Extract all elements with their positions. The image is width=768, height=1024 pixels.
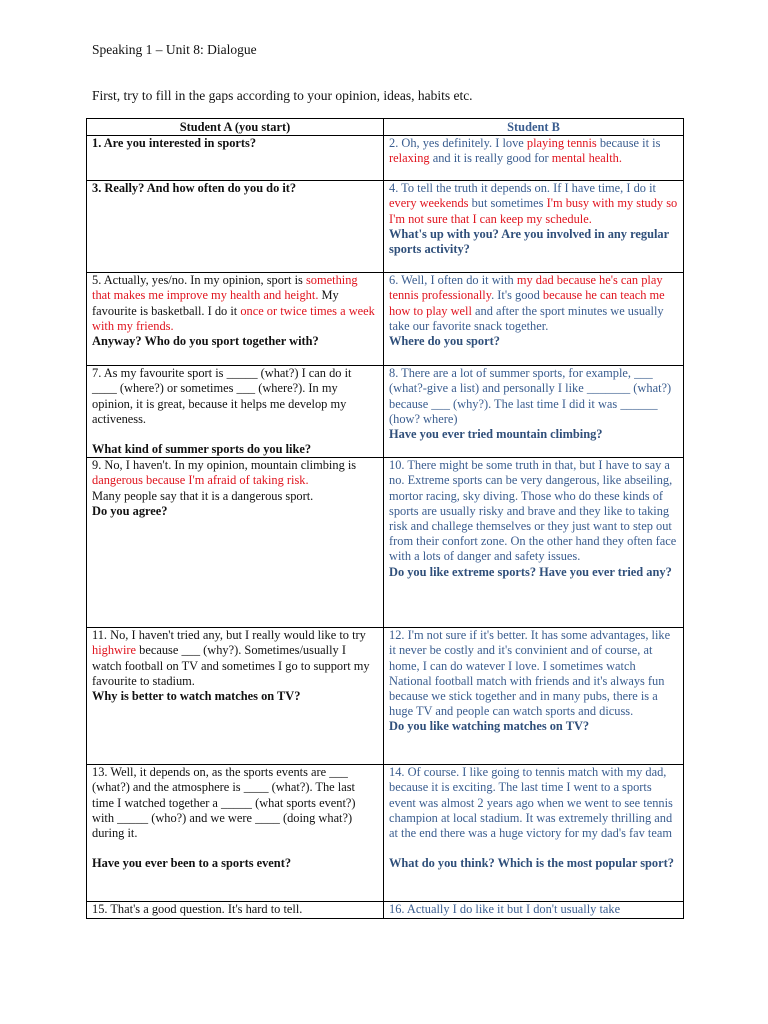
answer-text: 10. There might be some truth in that, but I have to say a no. Extreme sports can be very dangerous, like abseiling, mortor racing, sky diving. Those who do these kinds of sports are usually risky and brave and they like to taking risk and challege themselves or they just want to step out from their confort zone. On the other hand they often face with a lots of danger and safety issues. [389, 458, 677, 564]
filled-answer: every weekends [389, 196, 469, 211]
answer-text: 16. Actually I do like it but I don't usually take [389, 902, 621, 917]
answer-text: My favourite is basketball. I do it [92, 288, 339, 318]
question: Have you ever been to a sports event? [92, 856, 292, 871]
table-row [87, 366, 684, 458]
cell-student-b [384, 628, 684, 765]
answer-text: 13. Well, it depends on, as the sports events are ___ (what?) and the atmosphere is ____ (what?). The last time I watched together a _____ (what sports event?) with _____ (who?) and we were ____ (doing what?) during it. [92, 765, 356, 841]
filled-answer: once or twice times a week with my friends. [92, 303, 375, 333]
question: Anyway? Who do you sport together with? [92, 334, 319, 349]
answer-text: 9. No, I haven't. In my opinion, mountain climbing is [92, 458, 357, 473]
question: What do you think? Which is the most popular sport? [389, 856, 674, 871]
answer-text: 14. Of course. I like going to tennis match with my dad, because it is exciting. The last time I went to a sports event was almost 2 years ago when we went to see tennis champion at local stadium. It was extremely thrilling and at the end there was a huge victory for my dad's fav team [389, 765, 673, 841]
question: 1. Are you interested in sports? [92, 136, 257, 151]
answer-text: and it is really good for [429, 151, 552, 166]
answer-text: Many people say that it is a dangerous sport. [92, 488, 314, 503]
cell-student-a [87, 181, 384, 273]
question: What's up with you? Are you involved in any regular sports activity? [389, 226, 669, 257]
answer-text: 5. Actually, yes/no. In my opinion, sport is [92, 273, 306, 288]
question: Why is better to watch matches on TV? [92, 689, 301, 704]
table-row [87, 628, 684, 765]
filled-answer: mental health. [551, 151, 622, 166]
question: Have you ever tried mountain climbing? [389, 427, 603, 442]
header-student-a: Student A (you start) [87, 119, 384, 136]
table-row [87, 181, 684, 273]
cell-student-b [384, 765, 684, 902]
question: What kind of summer sports do you like? [92, 442, 312, 457]
question: Where do you sport? [389, 334, 500, 349]
filled-answer: I'm busy with my study so I'm not sure that I can keep my schedule. [389, 196, 678, 226]
cell-student-a [87, 136, 384, 181]
table-row [87, 765, 684, 902]
filled-answer: dangerous because I'm afraid of taking risk. [92, 473, 309, 488]
cell-student-a [87, 902, 384, 919]
answer-text: 2. Oh, yes definitely. I love [389, 136, 527, 151]
cell-student-b [384, 902, 684, 919]
dialogue-table [86, 118, 684, 919]
instructions: First, try to fill in the gaps according to your opinion, ideas, habits etc. [92, 88, 473, 103]
table-row [87, 458, 684, 628]
cell-student-b [384, 458, 684, 628]
filled-answer: because he can teach me how to play well [389, 288, 665, 318]
filled-answer: relaxing [389, 151, 430, 166]
answer-text: 7. As my favourite sport is _____ (what?) I can do it ____ (where?) or sometimes ___ (where?). In my opinion, it is great, because it helps me develop my activeness. [92, 366, 352, 426]
table-header-row [87, 119, 684, 136]
answer-text: and after the sport minutes we usually take our favorite snack together. [389, 303, 664, 333]
page-title: Speaking 1 – Unit 8: Dialogue [92, 42, 257, 57]
cell-student-a [87, 366, 384, 458]
table-row [87, 273, 684, 366]
cell-student-b [384, 181, 684, 273]
answer-text: 4. To tell the truth it depends on. If I have time, I do it [389, 181, 656, 196]
answer-text: . It's good [491, 288, 543, 303]
question: 3. Really? And how often do you do it? [92, 181, 297, 196]
header-student-b: Student B [384, 119, 684, 136]
answer-text: 8. There are a lot of summer sports, for example, ___ (what?-give a list) and personally I like _______ (what?) because ___ (why?). The last time I did it was ______ (how? where) [389, 366, 672, 426]
cell-student-a [87, 765, 384, 902]
question: Do you like watching matches on TV? [389, 719, 590, 734]
answer-text: 12. I'm not sure if it's better. It has some advantages, like it never be costly and it's convinient and of course, at home, I can do watever I love. I sometimes watch National football match with friends and it's always fun because we stick together and in many pubs, there is a huge TV and people can watch sports and dicuss. [389, 628, 671, 719]
cell-student-b [384, 273, 684, 366]
filled-answer: something that makes me improve my health and height. [92, 273, 358, 303]
table-row [87, 902, 684, 919]
table-row [87, 136, 684, 181]
question: Do you like extreme sports? Have you ever tried any? [389, 564, 672, 579]
cell-student-a [87, 458, 384, 628]
cell-student-a [87, 273, 384, 366]
answer-text: because it is [596, 136, 661, 151]
answer-text: 11. No, I haven't tried any, but I really would like to try [92, 628, 366, 643]
answer-text: 15. That's a good question. It's hard to tell. [92, 902, 303, 917]
answer-text: but sometimes [468, 196, 547, 211]
filled-answer: highwire [92, 643, 137, 658]
filled-answer: playing tennis [526, 136, 597, 151]
cell-student-a [87, 628, 384, 765]
cell-student-b [384, 136, 684, 181]
cell-student-b [384, 366, 684, 458]
filled-answer: my dad because he's can play tennis professionally [389, 273, 663, 303]
answer-text: because ___ (why?). Sometimes/usually I watch football on TV and sometimes I go to support my favourite to stadium. [92, 643, 370, 688]
answer-text: 6. Well, I often do it with [389, 273, 517, 288]
question: Do you agree? [92, 503, 168, 518]
